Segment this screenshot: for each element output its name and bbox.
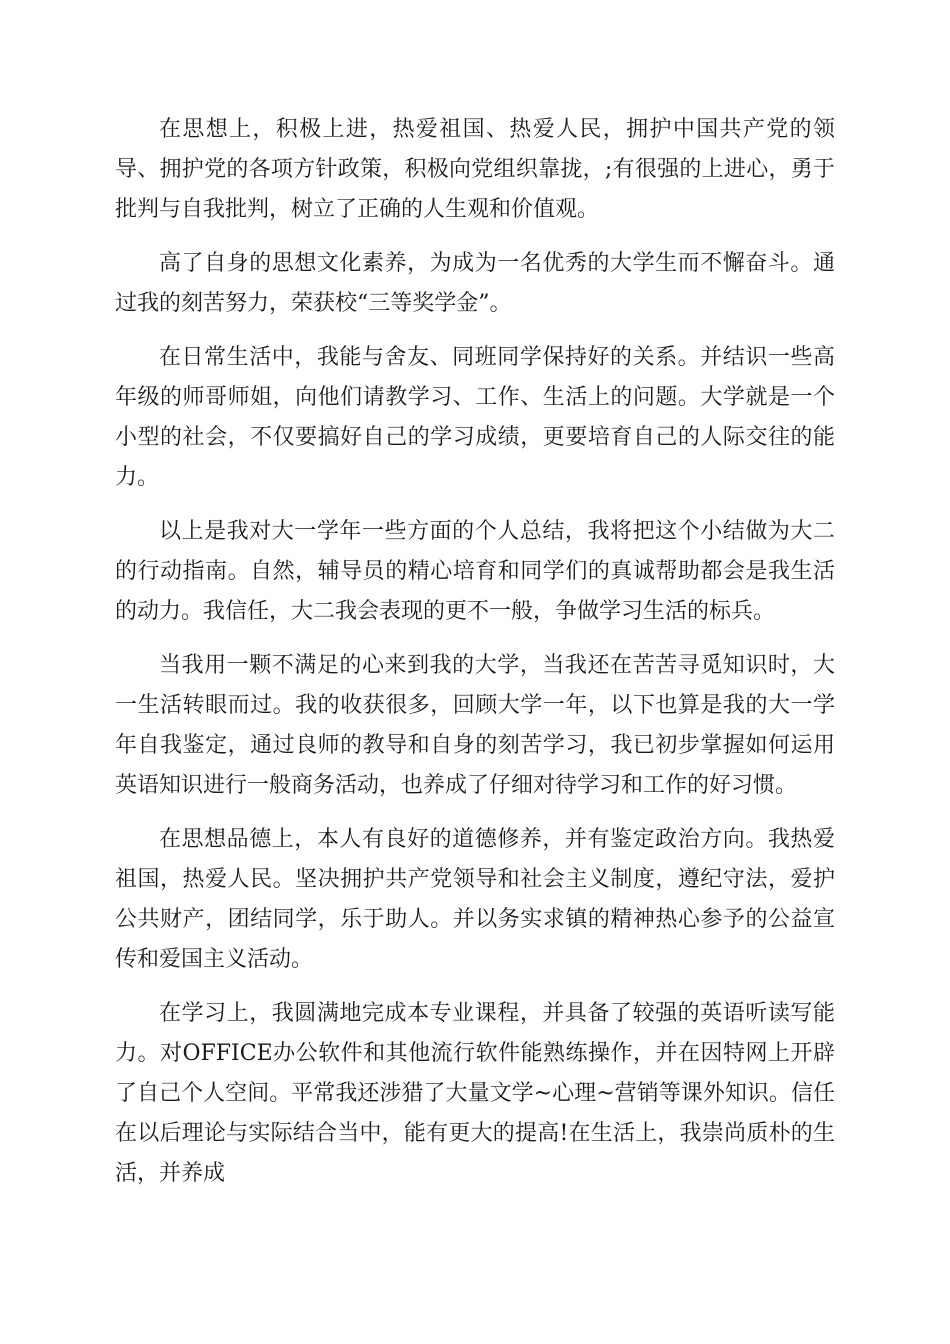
paragraph-5: 当我用一颗不满足的心来到我的大学，当我还在苦苦寻觅知识时，大一生活转眼而过。我的收获很多，回顾大学一年，以下也算是我的大一学年自我鉴定，通过良师的教导和自身的刻苦学习，我已初步掌握如何运用英语知识进行一般商务活动，也养成了仔细对待学习和工作的好习惯。 — [115, 653, 835, 798]
paragraph-4: 以上是我对大一学年一些方面的个人总结，我将把这个小结做为大二的行动指南。自然，辅导员的精心培育和同学们的真诚帮助都会是我生活的动力。我信任，大二我会表现的更不一般，争做学习生活的标兵。 — [115, 519, 835, 624]
document-page — [115, 110, 835, 1208]
paragraph-1: 在思想上，积极上进，热爱祖国、热爱人民，拥护中国共产党的领导、拥护党的各项方针政策，积极向党组织靠拢，;有很强的上进心，勇于批判与自我批判，树立了正确的人生观和价值观。 — [115, 117, 835, 222]
paragraph-6: 在思想品德上，本人有良好的道德修养，并有鉴定政治方向。我热爱祖国，热爱人民。坚决拥护共产党领导和社会主义制度，遵纪守法，爱护公共财产，团结同学，乐于助人。并以务实求镇的精神热心参予的公益宣传和爱国主义活动。 — [115, 827, 835, 972]
paragraph-3: 在日常生活中，我能与舍友、同班同学保持好的关系。并结识一些高年级的师哥师姐，向他们请教学习、工作、生活上的问题。大学就是一个小型的社会，不仅要搞好自己的学习成绩，更要培育自己的人际交往的能力。 — [115, 345, 835, 490]
paragraph-7: 在学习上，我圆满地完成本专业课程，并具备了较强的英语听读写能力。对OFFICE办公软件和其他流行软件能熟练操作，并在因特网上开辟了自己个人空间。平常我还涉猎了大量文学~心理~营销等课外知识。信任在以后理论与实际结合当中，能有更大的提高!在生活上，我崇尚质朴的生活，并养成 — [115, 1001, 835, 1186]
paragraph-2: 高了自身的思想文化素养，为成为一名优秀的大学生而不懈奋斗。通过我的刻苦努力，荣获校“三等奖学金”。 — [115, 251, 835, 316]
